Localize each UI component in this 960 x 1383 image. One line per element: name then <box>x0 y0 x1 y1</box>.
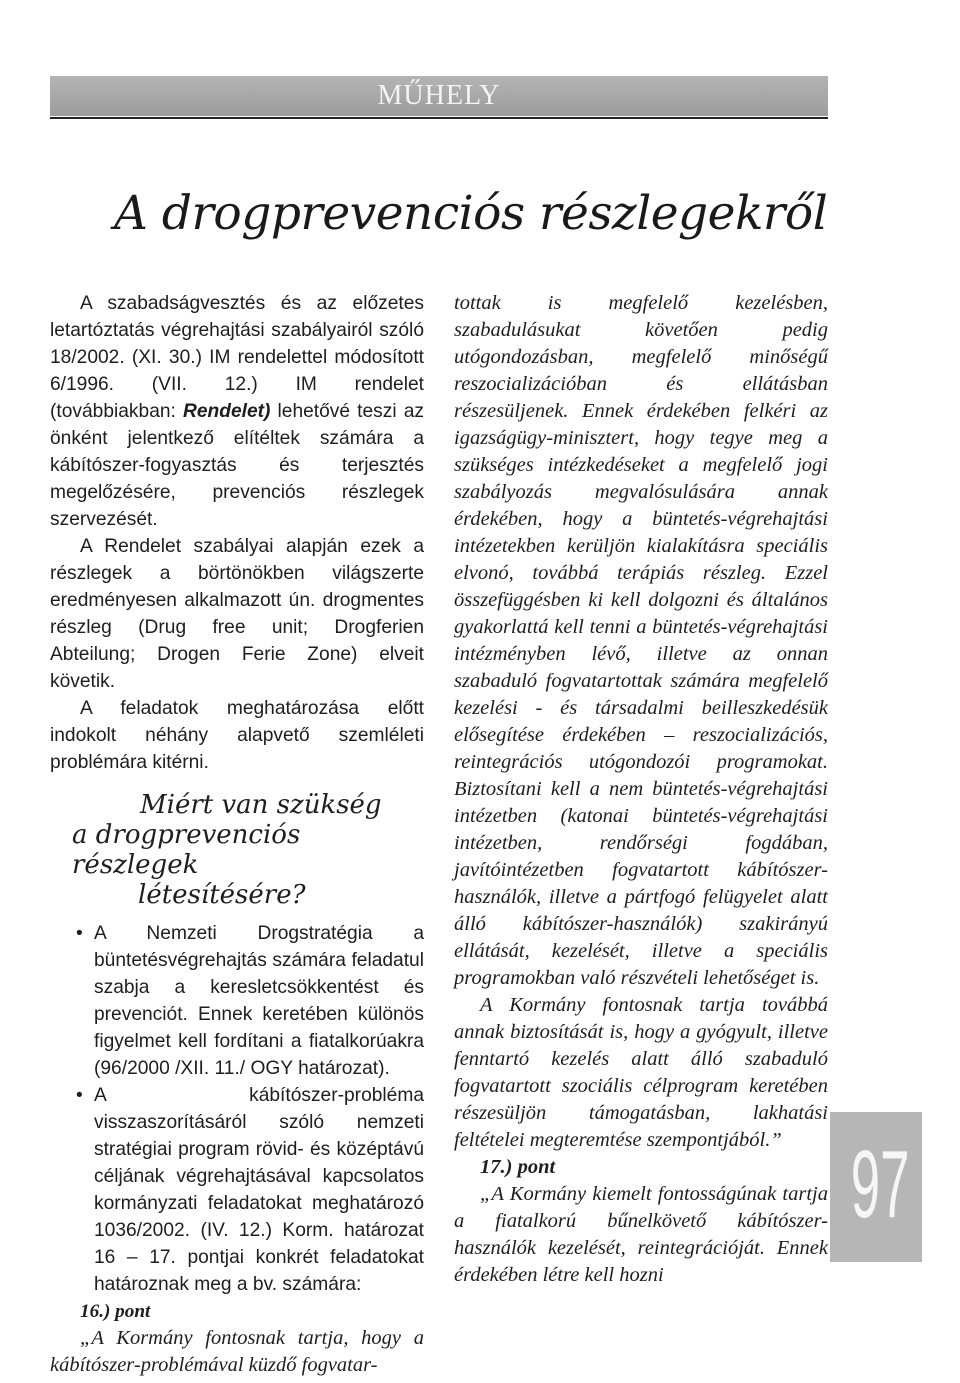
article-title: A drogprevenciós részlegekről <box>114 186 828 241</box>
point-17-label: 17.) pont <box>480 1156 556 1178</box>
left-column <box>50 290 424 1379</box>
bullet-item <box>50 920 424 1082</box>
section-label: MŰHELY <box>377 80 501 111</box>
subheading <box>50 790 424 910</box>
bullet-text: A Nemzeti Drogstratégia a büntetésvégrehajtás számára feladatul szabja a keresletcsökkentést és prevenciót. Ennek keretében különös figyelmet kell fordítani a fiatalkorúakra (96/2000 /XII. 11./ OGY határozat). <box>94 923 424 1079</box>
intro-paragraph: A szabadságvesztés és az előzetes letartóztatás végrehajtási szabályairól szóló 18/2002. (XI. 30.) IM rendelettel módosított 6/1996. (VII. 12.) IM rendelet (továbbiakban: Rendelet) lehetővé teszi az önként jelentkező elítéltek számára a kábítószer-fogyasztás és terjesztés megelőzésére, prevenciós részlegek szervezését. <box>50 293 424 530</box>
subheading-line: létesítésére? <box>138 880 306 910</box>
page-number-tab <box>830 1112 922 1262</box>
paragraph: A feladatok meghatározása előtt indokolt néhány alapvető szemléleti problémára kitérni. <box>50 698 424 773</box>
point-16-label: 16.) pont <box>80 1301 151 1322</box>
section-header-bar <box>50 76 828 116</box>
subheading-line: Miért van szükség <box>140 790 382 820</box>
right-column <box>454 290 828 1289</box>
bullet-text: A kábítószer-probléma visszaszorításáról szóló nemzeti stratégiai program rövid- és középtávú céljának végrehajtásával kapcsolatos kormányzati feladatokat meghatározó 1036/2002. (IV. 12.) Korm. határozat 16 – 17. pontjai konkrét feladatokat határoznak meg a bv. számára: <box>94 1085 424 1295</box>
bullet-icon: • <box>76 1085 83 1106</box>
bullet-icon: • <box>76 923 83 944</box>
rendelet-term: Rendelet) <box>182 401 271 422</box>
point-16-text: „A Kormány fontosnak tartja, hogy a kábítószer-problémával küzdő fogvatar- <box>50 1327 424 1376</box>
page-number: 97 <box>850 1131 910 1238</box>
header-rule <box>50 117 828 119</box>
paragraph: A Kormány fontosnak tartja továbbá annak biztosítását is, hogy a gyógyult, illetve fenntartó kezelés alatt álló szabaduló fogvatartott szociális célprogram keretében részesüljön támogatásban, lakhatási feltételei megteremtése szempontjából.” <box>454 994 828 1151</box>
paragraph: A Rendelet szabályai alapján ezek a részlegek a börtönökben világszerte eredményesen alkalmazott ún. drogmentes részleg (Drug free unit; Drogferien Abteilung; Drogen Ferie Zone) elveit követik. <box>50 536 424 692</box>
paragraph: tottak is megfelelő kezelésben, szabadulásukat követően pedig utógondozásban, megfelelő minőségű reszocializációban és ellátásban részesüljenek. Ennek érdekében felkéri az igazságügy-minisztert, hogy tegye meg a szükséges intézkedéseket a megfelelő jogi szabályozás megvalósulására annak érdekében, hogy a büntetés-végrehajtási intézetekben kerüljön kialakításra speciális elvonó, továbbá terápiás részleg. Ezzel összefüggésben ki kell dolgozni és általános gyakorlattá kell tenni a büntetés-végrehajtási intézményben lévő, illetve az onnan szabaduló fogvatartottak számára megfelelő kezelési - és társadalmi beilleszkedésük elősegítése érdekében – reszocializációs, reintegrációs utógondozói programokat. Biztosítani kell a nem büntetés-végrehajtási intézetben (katonai büntetés-végrehajtási intézetben, rendőrségi fogdában, javítóintézetben fogvatartott kábítószer-használók, illetve a pártfogó felügyelet alatt álló kábítószer-használók) szakirányú ellátását, kezelését, illetve a speciális programokban való részvételi lehetőséget is. <box>454 292 828 989</box>
bullet-item <box>50 1082 424 1298</box>
point-17-text: „A Kormány kiemelt fontosságúnak tartja a fiatalkorú bűnelkövető kábítószer-használók kezelését, reintegrációját. Ennek érdekében létre kell hozni <box>454 1183 828 1286</box>
subheading-line: a drogprevenciós részlegek <box>72 820 301 880</box>
